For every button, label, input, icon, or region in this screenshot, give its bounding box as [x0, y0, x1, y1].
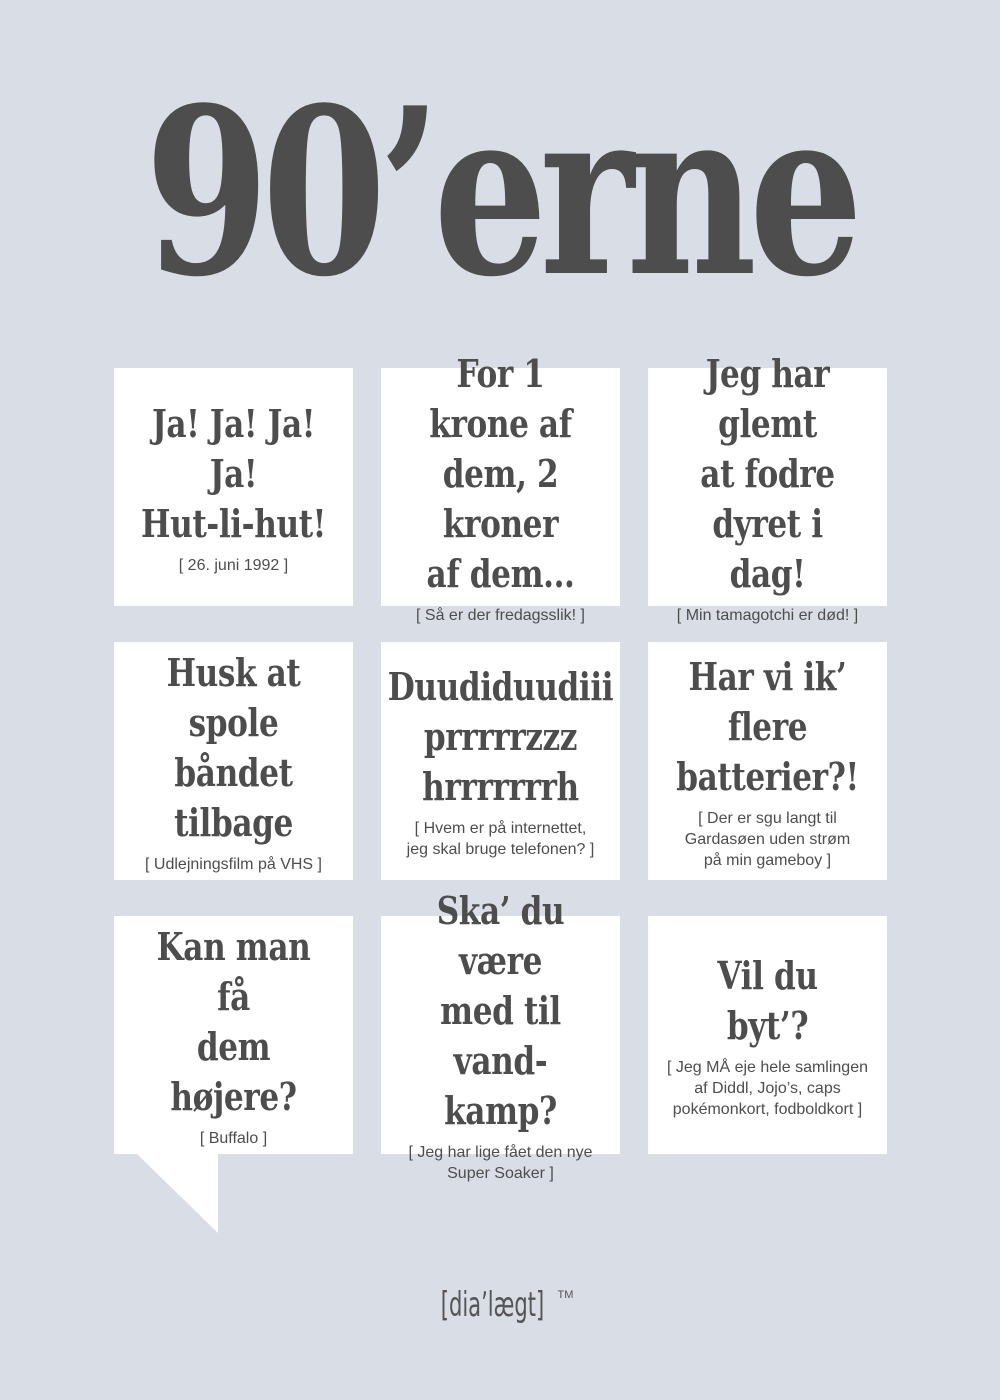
quote-text: Jeg har glemt at fodre dyret i dag!	[700, 350, 835, 596]
quote-card	[648, 350, 887, 624]
quote-caption: [ Buffalo ]	[199, 1129, 268, 1147]
quote-caption: [ Jeg har lige fået den nye Super Soaker ]	[408, 1144, 593, 1182]
quote-grid	[114, 350, 887, 1182]
quote-caption: [ Min tamagotchi er død! ]	[676, 606, 859, 624]
poster-title: 90’erne	[144, 58, 856, 328]
quote-card	[114, 368, 353, 606]
quote-text: Husk at spole båndet tilbage	[166, 649, 301, 845]
quote-caption: [ Jeg MÅ eje hele samlingen af Diddl, Jojo’s, caps pokémonkort, fodboldkort ]	[667, 1058, 868, 1118]
quote-card	[648, 642, 887, 880]
trademark-mark: TM	[557, 1288, 574, 1301]
quote-caption: [ 26. juni 1992 ]	[178, 556, 289, 574]
brand-logo	[0, 1285, 1000, 1325]
quote-text: For 1 krone af dem, 2 kroner af dem...	[426, 350, 575, 596]
quote-card	[381, 888, 620, 1182]
quote-caption: [ Så er der fredagsslik! ]	[416, 606, 585, 624]
quote-card	[648, 916, 887, 1154]
quote-caption: [ Hvem er på internettet, jeg skal bruge telefonen? ]	[406, 820, 595, 858]
quote-card	[381, 350, 620, 624]
quote-card	[381, 642, 620, 880]
quote-text: Ja! Ja! Ja! Ja! Hut-li-hut!	[141, 400, 326, 546]
quote-text: Ska’ du være med til vand- kamp?	[436, 888, 565, 1133]
quote-text: Vil du byt’?	[717, 952, 818, 1048]
quote-text: Duudiduudiii prrrrrzzz hrrrrrrrh	[387, 664, 614, 809]
quote-caption: [ Der er sgu langt til Gardasøen uden strøm på min gameboy ]	[684, 809, 851, 869]
quote-text: Kan man få dem højere?	[156, 923, 311, 1119]
brand-logo-text: [dia’lægt]	[440, 1285, 544, 1325]
speech-bubble-tail	[114, 1153, 218, 1233]
quote-card	[114, 916, 353, 1154]
quote-caption: [ Udlejningsfilm på VHS ]	[145, 855, 322, 873]
quote-text: Har vi ik’ flere batterier?!	[676, 653, 859, 799]
quote-card	[114, 642, 353, 880]
